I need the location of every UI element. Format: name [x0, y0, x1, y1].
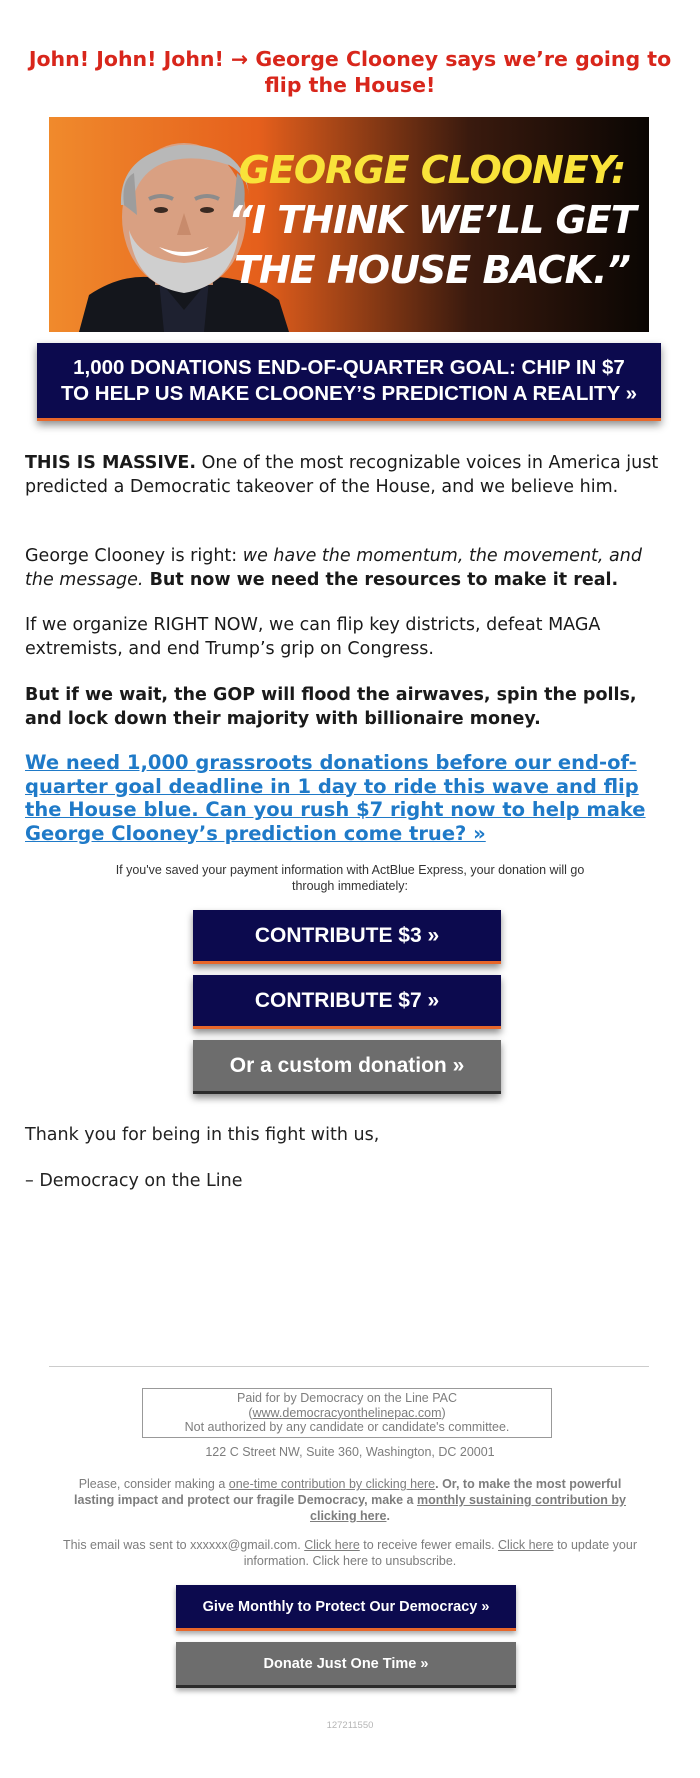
donate-text-link[interactable]: We need 1,000 grassroots donations before our end-of-quarter goal deadline in 1 day to ride this wave and flip the House blue. Can you rush $7 right now to help make George Clooney’s prediction come true? » — [25, 751, 646, 845]
hero-quote-line: THE HOUSE BACK.” — [234, 248, 630, 292]
donate-one-time-button[interactable]: Donate Just One Time » — [176, 1642, 516, 1688]
pac-website-link[interactable]: www.democracyonthelinepac.com — [252, 1405, 442, 1420]
hero-quote-speaker: GEORGE CLOONEY: — [238, 148, 626, 192]
paragraph-text: One of the most recognizable voices in America just predicted a Democratic takeover of the House, and we believe him. — [25, 453, 659, 497]
footer-text: This email was sent to xxxxxx@gmail.com. — [62, 1538, 305, 1552]
email-preferences-text — [60, 1537, 640, 1569]
email-headline: John! John! John! → George Clooney says we’re going to flip the House! — [28, 47, 672, 97]
tracking-code: 127211550 — [326, 1720, 374, 1731]
paren: ) — [441, 1405, 446, 1420]
hero-quote — [217, 145, 647, 295]
monthly-contribution-link[interactable]: monthly sustaining contribution by clicking here — [310, 1493, 626, 1523]
not-authorized-line: Not authorized by any candidate or candidate's committee. — [184, 1420, 510, 1435]
custom-donation-button[interactable]: Or a custom donation » — [193, 1040, 501, 1094]
give-monthly-button[interactable]: Give Monthly to Protect Our Democracy » — [176, 1585, 516, 1631]
contribute-3-button[interactable]: CONTRIBUTE $3 » — [193, 910, 501, 964]
footer-text: to receive fewer emails. — [359, 1538, 499, 1552]
footer-text: to update your information. Click here to unsubscribe. — [243, 1538, 638, 1568]
paren: ( — [248, 1405, 253, 1420]
consider-contribution-text — [70, 1476, 630, 1524]
footer-text: Please, consider making a — [78, 1477, 229, 1491]
paragraph-italic: we have the momentum, the movement, and the message. — [25, 546, 642, 590]
goal-donate-button[interactable]: 1,000 DONATIONS END-OF-QUARTER GOAL: CHIP IN $7 TO HELP US MAKE CLOONEY’S PREDICTION A REALITY » — [37, 343, 661, 421]
footer-bold-text: . Or, to make the most powerful lasting impact and protect our fragile Democracy, make a — [74, 1477, 622, 1507]
hero-quote-line: “I THINK WE’LL GET — [228, 198, 636, 242]
paid-for-url-line — [143, 1406, 551, 1421]
paid-for-line: Paid for by Democracy on the Line PAC — [236, 1391, 457, 1406]
footer-bold-text: . — [386, 1509, 390, 1523]
contribute-7-button[interactable]: CONTRIBUTE $7 » — [193, 975, 501, 1029]
mailing-address: 122 C Street NW, Suite 360, Washington, DC 20001 — [205, 1445, 495, 1459]
paragraph-massive — [25, 452, 675, 499]
paid-for-disclaimer — [142, 1388, 552, 1438]
update-info-link[interactable]: Click here — [498, 1538, 554, 1552]
paragraph-warning: But if we wait, the GOP will flood the airwaves, spin the polls, and lock down their majority with billionaire money. — [25, 685, 637, 729]
paragraph-bold: But now we need the resources to make it real. — [143, 569, 619, 590]
fewer-emails-link[interactable]: Click here — [304, 1538, 360, 1552]
paragraph-text: George Clooney is right: — [25, 546, 243, 566]
one-time-contribution-link[interactable]: one-time contribution by clicking here — [228, 1477, 436, 1491]
signature: – Democracy on the Line — [25, 1171, 243, 1191]
paragraph-lead: THIS IS MASSIVE. — [25, 453, 197, 473]
closing-thanks: Thank you for being in this fight with us, — [25, 1125, 380, 1145]
paragraph-organize: If we organize RIGHT NOW, we can flip key districts, defeat MAGA extremists, and end Trump’s grip on Congress. — [25, 615, 601, 659]
hero-banner-image[interactable] — [49, 117, 649, 332]
paragraph-clooney-right — [25, 545, 675, 592]
actblue-express-note: If you've saved your payment information with ActBlue Express, your donation will go through immediately: — [115, 863, 585, 893]
footer-divider — [49, 1366, 649, 1367]
